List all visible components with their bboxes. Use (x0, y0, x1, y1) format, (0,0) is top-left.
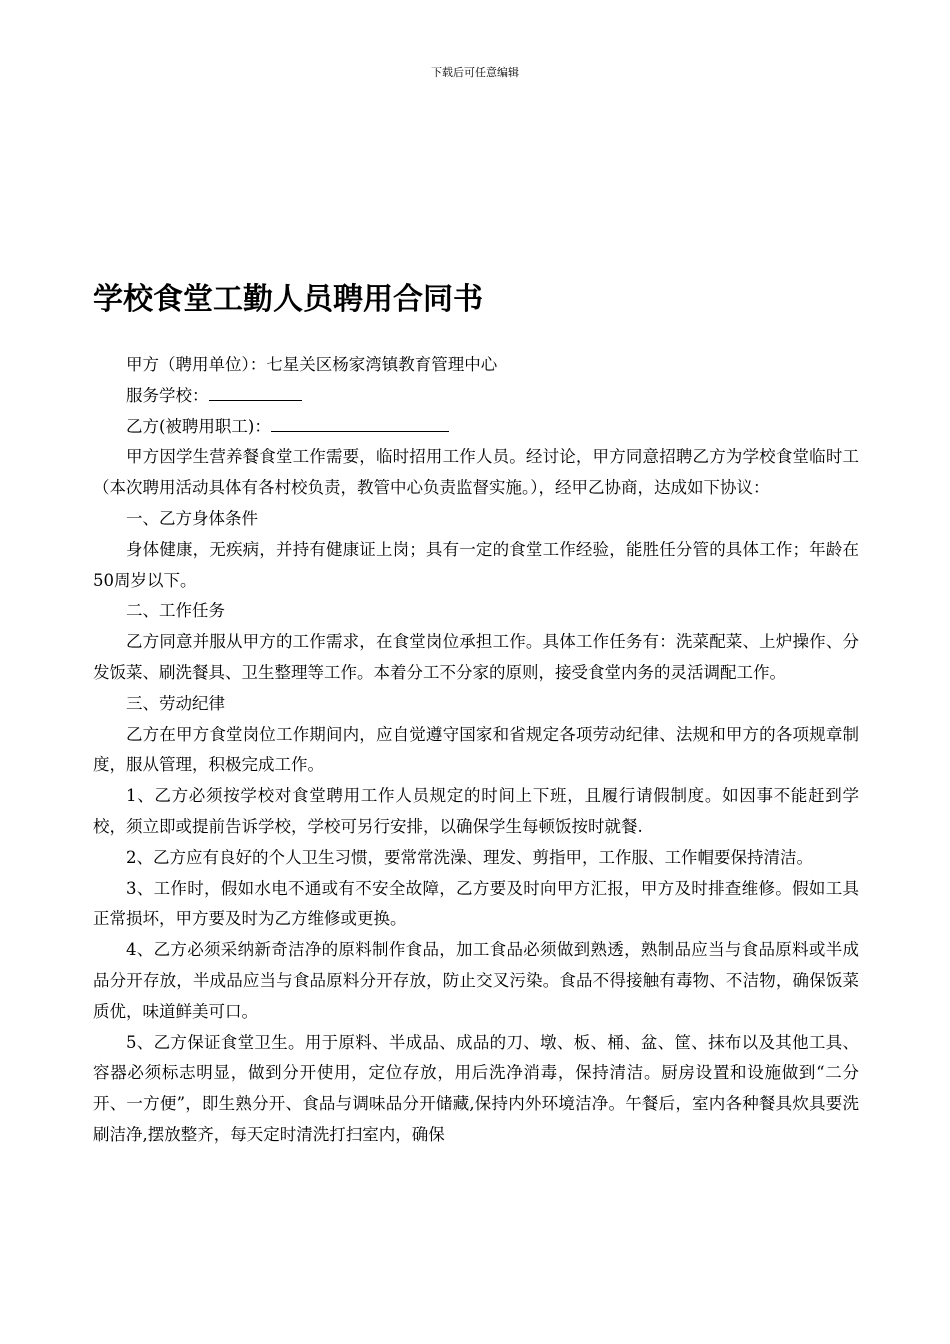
party-a-line: 甲方（聘用单位）：七星关区杨家湾镇教育管理中心 (126, 355, 498, 374)
intro-paragraph: 甲方因学生营养餐食堂工作需要，临时招用工作人员。经讨论，甲方同意招聘乙方为学校食堂临时工（本次聘用活动具体有各村校负责，教管中心负责监督实施。），经甲乙协商，达成如下协议： (93, 447, 859, 498)
document-title: 学校食堂工勤人员聘用合同书 (93, 282, 483, 317)
clause-5: 5、乙方保证食堂卫生。用于原料、半成品、成品的刀、墩、板、桶、盆、筐、抹布以及其他工具、容器必须标志明显，做到分开使用，定位存放，用后洗净消毒，保持清洁。厨房设置和设施做到“二分开、一方便”，即生熟分开、食品与调味品分开储藏,保持内外环境洁净。午餐后，室内各种餐具炊具要洗刷洁净,摆放整齐，每天定时清洗打扫室内，确保 (93, 1032, 859, 1144)
body-condition-paragraph: 身体健康，无疾病，并持有健康证上岗；具有一定的食堂工作经验，能胜任分管的具体工作；年龄在50周岁以下。 (93, 539, 859, 590)
section-heading-discipline: 三、劳动纪律 (126, 693, 225, 713)
header-note: 下载后可任意编辑 (431, 66, 519, 79)
service-school-line (93, 381, 859, 412)
section-heading-body-condition: 一、乙方身体条件 (126, 508, 258, 528)
service-school-label: 服务学校： (126, 385, 209, 405)
contract-body (93, 350, 859, 1151)
party-b-line (93, 412, 859, 443)
clause-3: 3、工作时，假如水电不通或有不安全故障，乙方要及时向甲方汇报，甲方及时排查维修。假如工具正常损坏，甲方要及时为乙方维修或更换。 (93, 878, 859, 929)
discipline-paragraph: 乙方在甲方食堂岗位工作期间内，应自觉遵守国家和省规定各项劳动纪律、法规和甲方的各项规章制度，服从管理，积极完成工作。 (93, 724, 859, 775)
tasks-paragraph: 乙方同意并服从甲方的工作需求，在食堂岗位承担工作。具体工作任务有：洗菜配菜、上炉操作、分发饭菜、刷洗餐具、卫生整理等工作。本着分工不分家的原则，接受食堂内务的灵活调配工作。 (93, 632, 859, 682)
clause-1: 1、乙方必须按学校对食堂聘用工作人员规定的时间上下班，且履行请假制度。如因事不能赶到学校，须立即或提前告诉学校，学校可另行安排，以确保学生每顿饭按时就餐. (93, 786, 859, 836)
party-b-label: 乙方(被聘用职工)： (126, 416, 271, 436)
clause-4: 4、乙方必须采纳新奇洁净的原料制作食品，加工食品必须做到熟透，熟制品应当与食品原料或半成品分开存放，半成品应当与食品原料分开存放，防止交叉污染。食品不得接触有毒物、不洁物，确保饭菜质优，味道鲜美可口。 (93, 940, 859, 1021)
party-b-blank (271, 413, 449, 432)
clause-2: 2、乙方应有良好的个人卫生习惯，要常常洗澡、理发、剪指甲，工作服、工作帽要保持清洁。 (126, 847, 813, 867)
service-school-blank (209, 382, 302, 401)
section-heading-tasks: 二、工作任务 (126, 601, 225, 621)
